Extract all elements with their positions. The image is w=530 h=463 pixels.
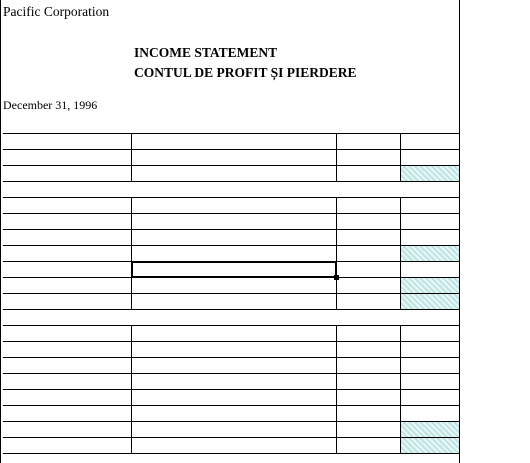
label-ro-cell[interactable] — [132, 246, 336, 262]
value-cell[interactable] — [337, 438, 400, 454]
grid-line — [3, 277, 459, 278]
total-cell[interactable] — [401, 134, 459, 150]
total-cell[interactable] — [401, 166, 459, 182]
value-cell[interactable] — [337, 134, 400, 150]
total-cell[interactable] — [401, 358, 459, 374]
grid-line — [3, 437, 459, 438]
total-cell[interactable] — [401, 342, 459, 358]
total-cell[interactable] — [401, 246, 459, 262]
label-en-cell[interactable] — [3, 294, 131, 310]
label-ro-cell[interactable] — [132, 198, 336, 214]
label-ro-cell[interactable] — [132, 390, 336, 406]
total-cell[interactable] — [401, 214, 459, 230]
total-cell[interactable] — [401, 422, 459, 438]
total-cell[interactable] — [401, 374, 459, 390]
label-en-cell[interactable] — [3, 262, 131, 278]
grid-line — [3, 405, 459, 406]
grid-line — [3, 261, 459, 262]
grid-line — [3, 133, 459, 134]
total-cell[interactable] — [401, 278, 459, 294]
label-en-cell[interactable] — [3, 134, 131, 150]
grid-line — [131, 133, 132, 181]
grid-line — [3, 293, 459, 294]
grid-line — [3, 229, 459, 230]
label-ro-cell[interactable] — [132, 294, 336, 310]
label-en-cell[interactable] — [3, 278, 131, 294]
grid-line — [3, 213, 459, 214]
total-cell[interactable] — [401, 150, 459, 166]
label-en-cell[interactable] — [3, 214, 131, 230]
grid-line — [3, 149, 459, 150]
value-cell[interactable] — [337, 406, 400, 422]
grid-line — [3, 197, 459, 198]
grid-line — [3, 165, 459, 166]
fill-handle[interactable] — [334, 275, 339, 280]
value-cell[interactable] — [337, 390, 400, 406]
value-cell[interactable] — [337, 246, 400, 262]
label-en-cell[interactable] — [3, 230, 131, 246]
grid-line — [3, 309, 459, 310]
label-en-cell[interactable] — [3, 166, 131, 182]
grid-line — [3, 373, 459, 374]
label-ro-cell[interactable] — [132, 230, 336, 246]
grid-line — [3, 181, 459, 182]
grid-line — [0, 0, 1, 463]
total-cell[interactable] — [401, 390, 459, 406]
label-ro-cell[interactable] — [132, 358, 336, 374]
grid-line — [3, 341, 459, 342]
total-cell[interactable] — [401, 262, 459, 278]
value-cell[interactable] — [337, 342, 400, 358]
title-en-cell[interactable]: INCOME STATEMENT — [134, 45, 278, 60]
label-ro-cell[interactable] — [132, 374, 336, 390]
value-cell[interactable] — [337, 326, 400, 342]
total-cell[interactable] — [401, 294, 459, 310]
value-cell[interactable] — [337, 422, 400, 438]
grid-line — [336, 133, 337, 181]
label-ro-cell[interactable] — [132, 278, 336, 294]
value-cell[interactable] — [337, 230, 400, 246]
grid-line — [459, 0, 460, 463]
label-ro-cell[interactable] — [132, 214, 336, 230]
total-cell[interactable] — [401, 438, 459, 454]
label-en-cell[interactable] — [3, 390, 131, 406]
label-en-cell[interactable] — [3, 198, 131, 214]
label-ro-cell[interactable] — [132, 262, 336, 278]
label-en-cell[interactable] — [3, 358, 131, 374]
total-cell[interactable] — [401, 198, 459, 214]
value-cell[interactable] — [337, 294, 400, 310]
label-en-cell[interactable] — [3, 326, 131, 342]
value-cell[interactable] — [337, 278, 400, 294]
value-cell[interactable] — [337, 358, 400, 374]
value-cell[interactable] — [337, 150, 400, 166]
grid-line — [400, 133, 401, 181]
value-cell[interactable] — [337, 262, 400, 278]
company-name-cell[interactable]: Pacific Corporation — [3, 4, 110, 19]
value-cell[interactable] — [337, 198, 400, 214]
label-en-cell[interactable] — [3, 374, 131, 390]
grid-line — [3, 357, 459, 358]
label-ro-cell[interactable] — [132, 166, 336, 182]
total-cell[interactable] — [401, 230, 459, 246]
label-ro-cell[interactable] — [132, 150, 336, 166]
label-en-cell[interactable] — [3, 438, 131, 454]
label-ro-cell[interactable] — [132, 326, 336, 342]
label-ro-cell[interactable] — [132, 406, 336, 422]
label-en-cell[interactable] — [3, 150, 131, 166]
total-cell[interactable] — [401, 406, 459, 422]
grid-line — [3, 453, 459, 454]
grid-line — [3, 421, 459, 422]
date-cell[interactable]: December 31, 1996 — [3, 98, 98, 112]
label-ro-cell[interactable] — [132, 134, 336, 150]
label-ro-cell[interactable] — [132, 342, 336, 358]
value-cell[interactable] — [337, 166, 400, 182]
value-cell[interactable] — [337, 214, 400, 230]
label-ro-cell[interactable] — [132, 422, 336, 438]
label-en-cell[interactable] — [3, 342, 131, 358]
label-en-cell[interactable] — [3, 422, 131, 438]
title-ro-cell[interactable]: CONTUL DE PROFIT ȘI PIERDERE — [134, 65, 357, 80]
total-cell[interactable] — [401, 326, 459, 342]
grid-line — [3, 245, 459, 246]
label-en-cell[interactable] — [3, 246, 131, 262]
label-ro-cell[interactable] — [132, 438, 336, 454]
label-en-cell[interactable] — [3, 406, 131, 422]
grid-line — [3, 325, 459, 326]
grid-line — [3, 389, 459, 390]
value-cell[interactable] — [337, 374, 400, 390]
